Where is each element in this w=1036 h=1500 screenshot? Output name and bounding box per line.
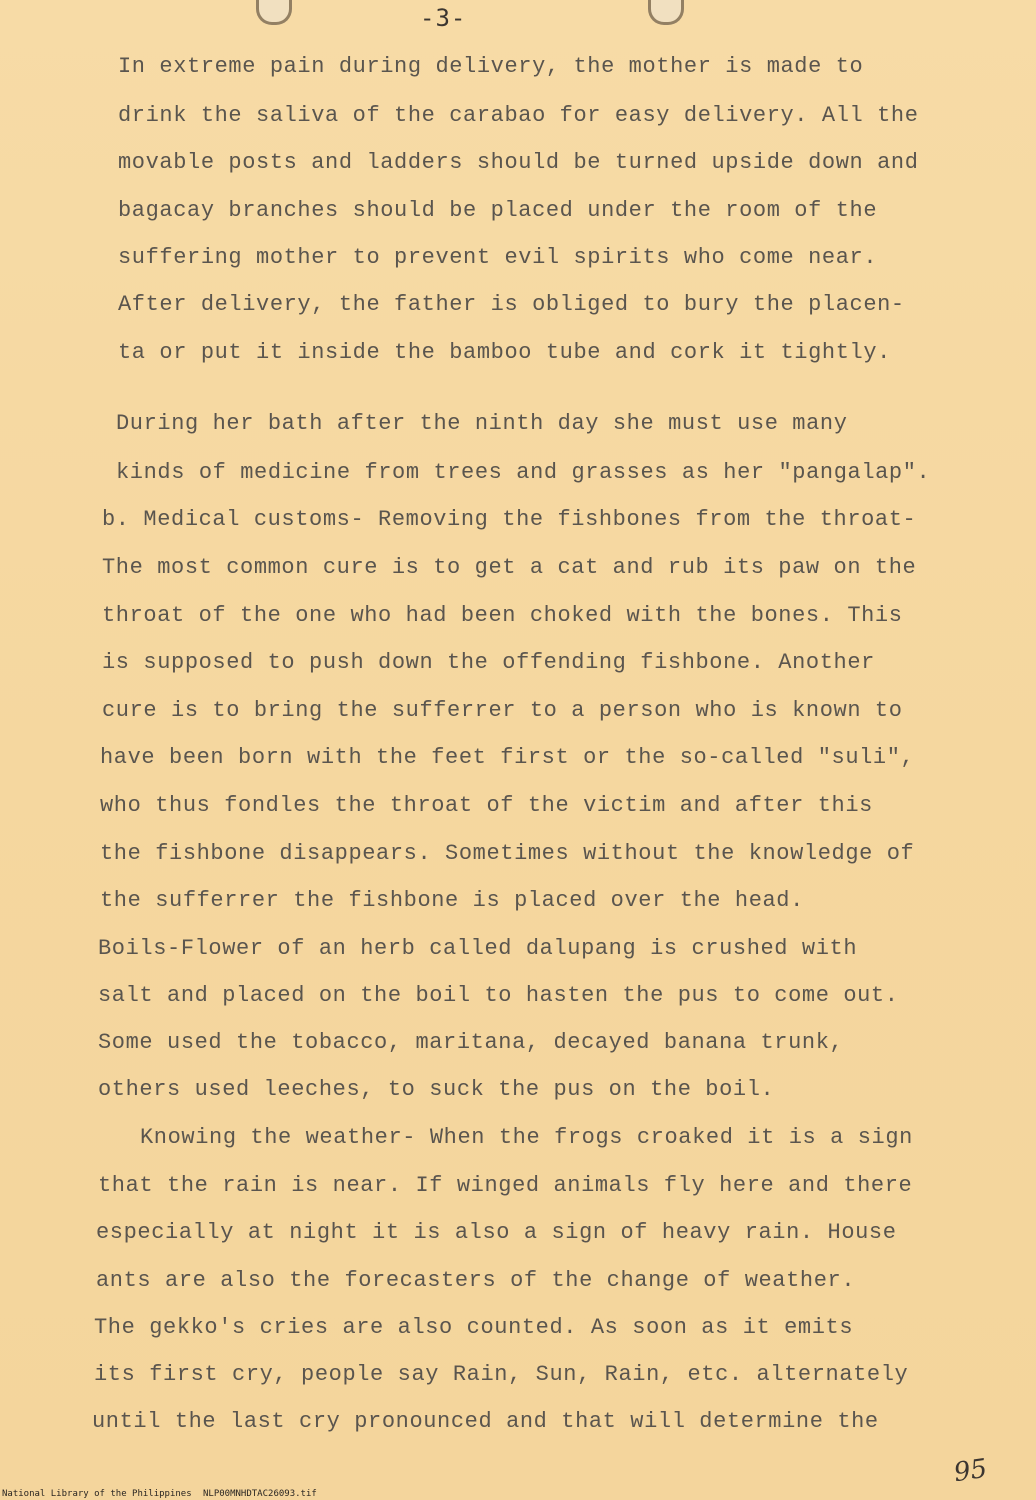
text-line: the sufferrer the fishbone is placed over the head. <box>100 888 804 913</box>
text-line: After delivery, the father is obliged to bury the placen- <box>118 292 905 317</box>
text-line: bagacay branches should be placed under the room of the <box>118 198 878 223</box>
text-line: salt and placed on the boil to hasten the pus to come out. <box>98 983 899 1008</box>
text-line: that the rain is near. If winged animals fly here and there <box>98 1173 913 1198</box>
text-line: until the last cry pronounced and that will determine the <box>92 1409 879 1434</box>
text-line: The gekko's cries are also counted. As soon as it emits <box>94 1315 854 1340</box>
page-number: -3- <box>420 4 467 32</box>
text-line: Some used the tobacco, maritana, decayed banana trunk, <box>98 1030 844 1055</box>
text-line: Boils-Flower of an herb called dalupang is crushed with <box>98 936 858 961</box>
text-line: ants are also the forecasters of the change of weather. <box>96 1268 856 1293</box>
text-line: movable posts and ladders should be turned upside down and <box>118 150 919 175</box>
text-line: cure is to bring the sufferrer to a person who is known to <box>102 698 903 723</box>
text-line: drink the saliva of the carabao for easy delivery. All the <box>118 103 919 128</box>
text-line: The most common cure is to get a cat and rub its paw on the <box>102 555 917 580</box>
text-line: In extreme pain during delivery, the mother is made to <box>118 54 864 79</box>
text-line: especially at night it is also a sign of heavy rain. House <box>96 1220 897 1245</box>
footer-file-id: NLP00MNHDTAC26093.tif <box>203 1489 317 1499</box>
text-line: ta or put it inside the bamboo tube and cork it tightly. <box>118 340 891 365</box>
text-line: During her bath after the ninth day she must use many <box>116 411 848 436</box>
text-line: b. Medical customs- Removing the fishbones from the throat- <box>102 507 917 532</box>
text-line: is supposed to push down the offending fishbone. Another <box>102 650 875 675</box>
text-line: who thus fondles the throat of the victim and after this <box>100 793 873 818</box>
text-line: kinds of medicine from trees and grasses as her "pangalap". <box>116 460 931 485</box>
text-line: throat of the one who had been choked with the bones. This <box>102 603 903 628</box>
punch-hole-right <box>648 0 684 25</box>
footer-library-name: National Library of the Philippines <box>2 1489 192 1499</box>
text-line: Knowing the weather- When the frogs croaked it is a sign <box>140 1125 913 1150</box>
text-line: suffering mother to prevent evil spirits who come near. <box>118 245 878 270</box>
handwritten-page-mark: 95 <box>952 1453 990 1489</box>
text-line: have been born with the feet first or the so-called "suli", <box>100 745 915 770</box>
text-line: the fishbone disappears. Sometimes without the knowledge of <box>100 841 915 866</box>
punch-hole-left <box>256 0 292 25</box>
text-line: others used leeches, to suck the pus on the boil. <box>98 1077 775 1102</box>
text-line: its first cry, people say Rain, Sun, Rain, etc. alternately <box>94 1362 909 1387</box>
